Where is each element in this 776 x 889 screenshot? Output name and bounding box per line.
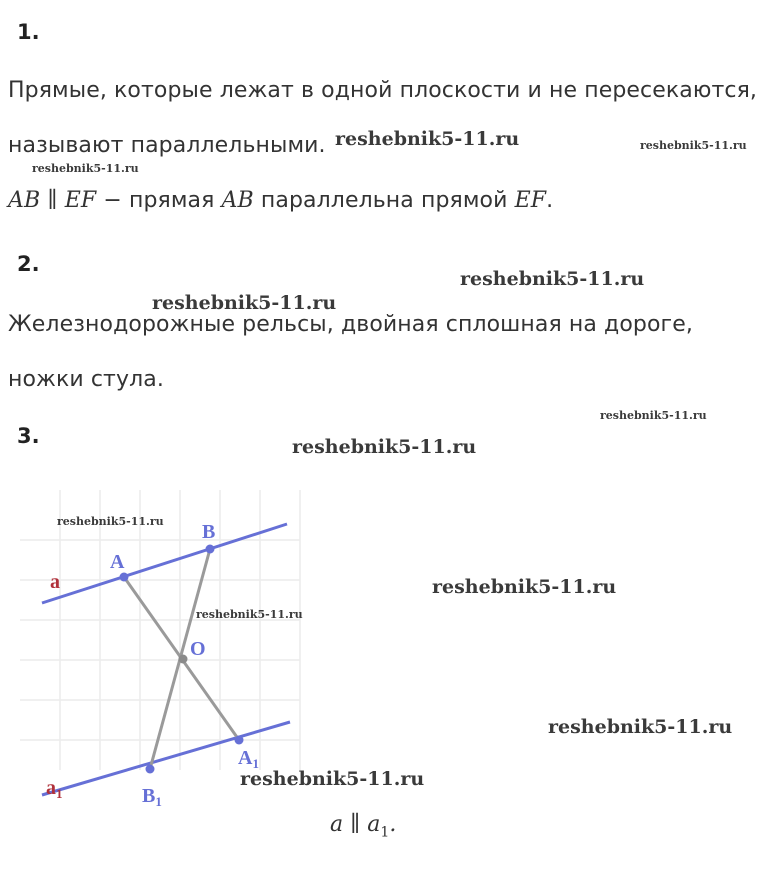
- section-3-number: 3.: [17, 424, 40, 448]
- watermark: reshebnik5-11.ru: [432, 576, 617, 598]
- watermark: reshebnik5-11.ru: [460, 268, 645, 290]
- point-o: [179, 655, 188, 664]
- watermark: reshebnik5-11.ru: [57, 515, 164, 528]
- figure-caption: a ∥ $a_1$.: [330, 812, 397, 841]
- watermark: reshebnik5-11.ru: [335, 128, 520, 150]
- section-1-number: 1.: [17, 20, 40, 44]
- label-a1: $a_1$: [46, 777, 63, 801]
- watermark: reshebnik5-11.ru: [548, 716, 733, 738]
- section-2-number: 2.: [17, 252, 40, 276]
- watermark: reshebnik5-11.ru: [152, 292, 337, 314]
- watermark: reshebnik5-11.ru: [640, 139, 747, 152]
- notation-ab-ef: AB ∥ EF: [8, 188, 97, 213]
- point-b1: [146, 765, 155, 774]
- watermark: reshebnik5-11.ru: [196, 608, 303, 621]
- point-b: [206, 545, 215, 554]
- label-point-o: O: [190, 638, 206, 660]
- point-a: [120, 573, 129, 582]
- definition-line-2: называют параллельными.: [8, 133, 326, 158]
- label-point-b1: $B_1$: [142, 785, 162, 809]
- notation-ef: EF: [514, 188, 547, 213]
- watermark: reshebnik5-11.ru: [292, 436, 477, 458]
- watermark: reshebnik5-11.ru: [32, 162, 139, 175]
- notation-ab: AB: [221, 188, 254, 213]
- definition-line-1: Прямые, которые лежат в одной плоскости и не пересекаются,: [8, 78, 758, 103]
- label-a: a: [50, 571, 60, 593]
- watermark: reshebnik5-11.ru: [600, 409, 707, 422]
- watermark: reshebnik5-11.ru: [240, 768, 425, 790]
- line-a: [42, 524, 287, 603]
- notation-text-1: − прямая: [96, 188, 222, 213]
- notation-line: [8, 188, 553, 213]
- label-point-a1: $A_1$: [238, 747, 259, 771]
- label-point-a: A: [110, 551, 125, 573]
- examples-line-1: Железнодорожные рельсы, двойная сплошная на дороге,: [8, 312, 693, 337]
- label-point-b: B: [202, 521, 216, 543]
- examples-line-2: ножки стула.: [8, 367, 164, 392]
- point-a1: [235, 736, 244, 745]
- notation-text-2: параллельна прямой: [253, 188, 515, 213]
- notation-end: .: [546, 188, 554, 213]
